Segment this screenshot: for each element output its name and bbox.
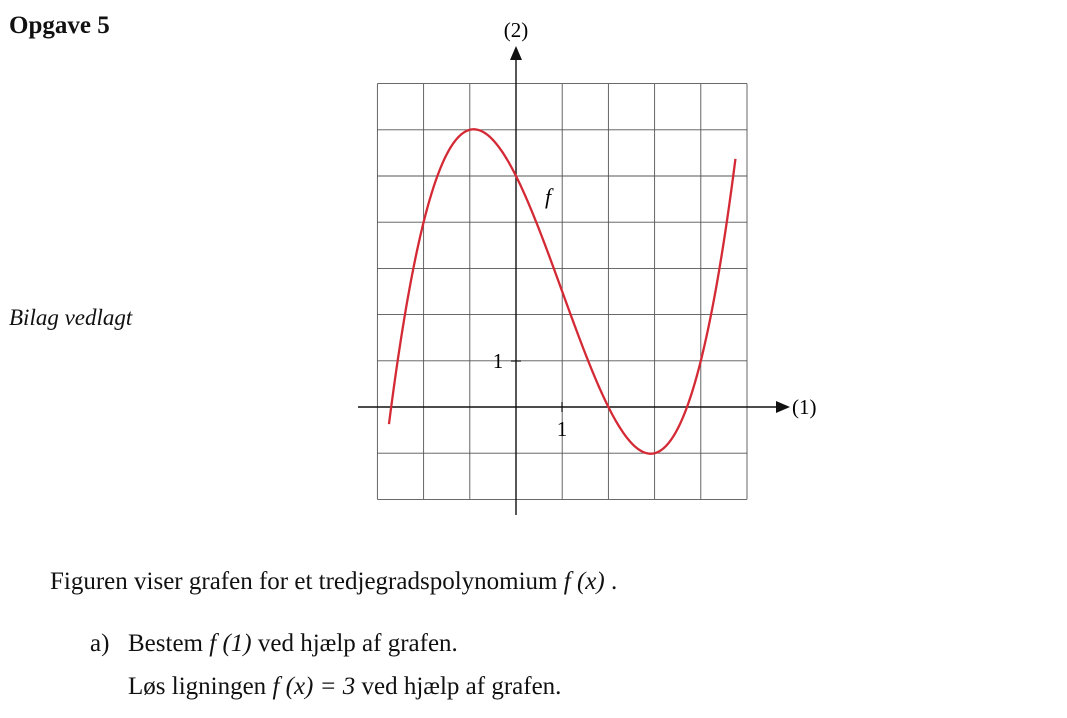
exercise-title: Opgave 5 <box>9 12 110 39</box>
question-a-text-2-end: ved hjælp af grafen. <box>355 673 562 700</box>
intro-end: . <box>604 568 618 595</box>
y-axis-arrow <box>510 46 522 60</box>
x-axis-arrow <box>776 401 790 413</box>
intro-text: Figuren viser grafen for et tredjegradspolynomium <box>50 568 564 595</box>
question-a-text-1: Bestem <box>128 630 210 657</box>
curve-label: f <box>544 184 552 209</box>
question-a-text-1-end: ved hjælp af grafen. <box>251 630 458 657</box>
axes <box>358 46 790 515</box>
question-a-line-2 <box>128 673 561 701</box>
question-a-math-2: f (x) = 3 <box>272 673 356 700</box>
x-axis-label: (1) <box>792 395 817 419</box>
intro-math: f (x) <box>563 568 605 595</box>
y-axis-label: (2) <box>503 18 529 42</box>
attachment-note: Bilag vedlagt <box>9 305 133 330</box>
question-a-label: a) <box>90 630 110 657</box>
question-a-text-2: Løs ligningen <box>128 673 273 700</box>
question-a-math-1: f (1) <box>209 630 252 657</box>
question-a-line-1 <box>90 630 458 658</box>
x-tick-label: 1 <box>556 417 568 441</box>
intro-paragraph <box>50 568 617 596</box>
y-tick-label: 1 <box>492 349 504 373</box>
